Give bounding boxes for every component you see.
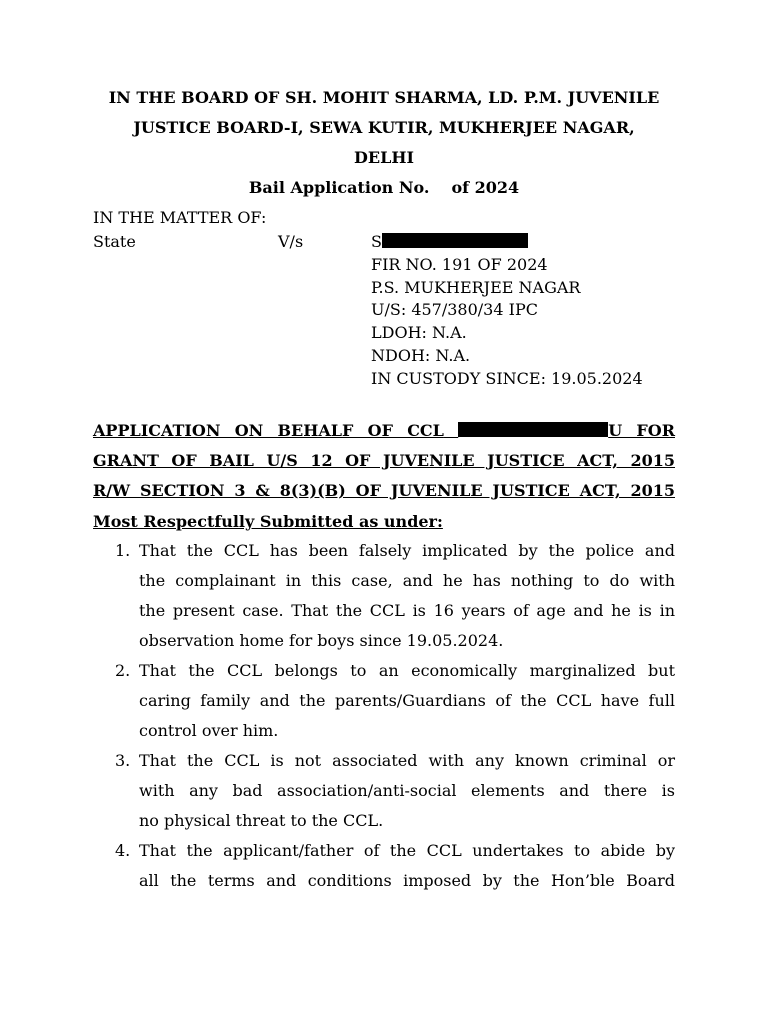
matter-label: IN THE MATTER OF: [93, 208, 267, 227]
police-station: P.S. MUKHERJEE NAGAR [371, 278, 581, 297]
list-item-line: That the CCL is not associated with any known criminal or [139, 751, 675, 770]
respondent-name [371, 232, 528, 251]
application-title-prefix: APPLICATION ON BEHALF OF CCL [93, 421, 444, 440]
fir-number: FIR NO. 191 OF 2024 [371, 255, 548, 274]
list-item [93, 836, 675, 896]
court-heading-line-3: DELHI [354, 148, 414, 167]
bail-application-title [0, 178, 768, 197]
list-item-number: 2. [115, 661, 131, 680]
application-title [93, 416, 675, 506]
list-item [93, 746, 675, 836]
list-item [93, 656, 675, 746]
list-item-number: 3. [115, 751, 131, 770]
application-title-suffix: U FOR [608, 421, 675, 440]
list-item-line: the complainant in this case, and he has nothing to do with [139, 571, 675, 590]
application-title-line-3: R/W SECTION 3 & 8(3)(B) OF JUVENILE JUSTICE ACT, 2015 [93, 481, 675, 500]
bail-application-label: Bail Application No. [248, 178, 430, 197]
list-item-number: 4. [115, 841, 131, 860]
custody-since: IN CUSTODY SINCE: 19.05.2024 [371, 369, 643, 388]
redaction-bar: SANJAY @BITT [458, 422, 609, 437]
submitted-heading: Most Respectfully Submitted as under: [93, 512, 443, 531]
list-item-line: control over him. [139, 721, 279, 740]
party-state: State [93, 232, 136, 251]
list-item-line: That the CCL has been falsely implicated by the police and [139, 541, 675, 560]
respondent-initial: S [371, 232, 382, 251]
court-heading-line-2: JUSTICE BOARD-I, SEWA KUTIR, MUKHERJEE NAGAR, [133, 118, 635, 137]
application-title-line-2: GRANT OF BAIL U/S 12 OF JUVENILE JUSTICE ACT, 2015 [93, 451, 675, 470]
list-item-line: all the terms and conditions imposed by the Hon’ble Board [139, 871, 675, 890]
ndoh: NDOH: N.A. [371, 346, 471, 365]
list-item-line: observation home for boys since 19.05.2024. [139, 631, 504, 650]
list-item-line: That the applicant/father of the CCL undertakes to abide by [139, 841, 675, 860]
sections: U/S: 457/380/34 IPC [371, 300, 538, 319]
list-item-line: the present case. That the CCL is 16 years of age and he is in [139, 601, 675, 620]
application-title-line-1 [93, 416, 675, 446]
list-item-line: That the CCL belongs to an economically marginalized but [139, 661, 675, 680]
bail-application-year: of 2024 [451, 178, 520, 197]
list-item [93, 536, 675, 656]
list-item-line: no physical threat to the CCL. [139, 811, 384, 830]
redaction-bar: ANJAY @ BITTU [382, 233, 528, 248]
list-item-line: caring family and the parents/Guardians of the CCL have full [139, 691, 675, 710]
ldoh: LDOH: N.A. [371, 323, 467, 342]
list-item-number: 1. [115, 541, 131, 560]
versus-label: V/s [278, 232, 304, 251]
grounds-list [93, 536, 675, 896]
court-heading-line-1: IN THE BOARD OF SH. MOHIT SHARMA, LD. P.M. JUVENILE [108, 88, 660, 107]
list-item-line: with any bad association/anti-social elements and there is [139, 781, 675, 800]
